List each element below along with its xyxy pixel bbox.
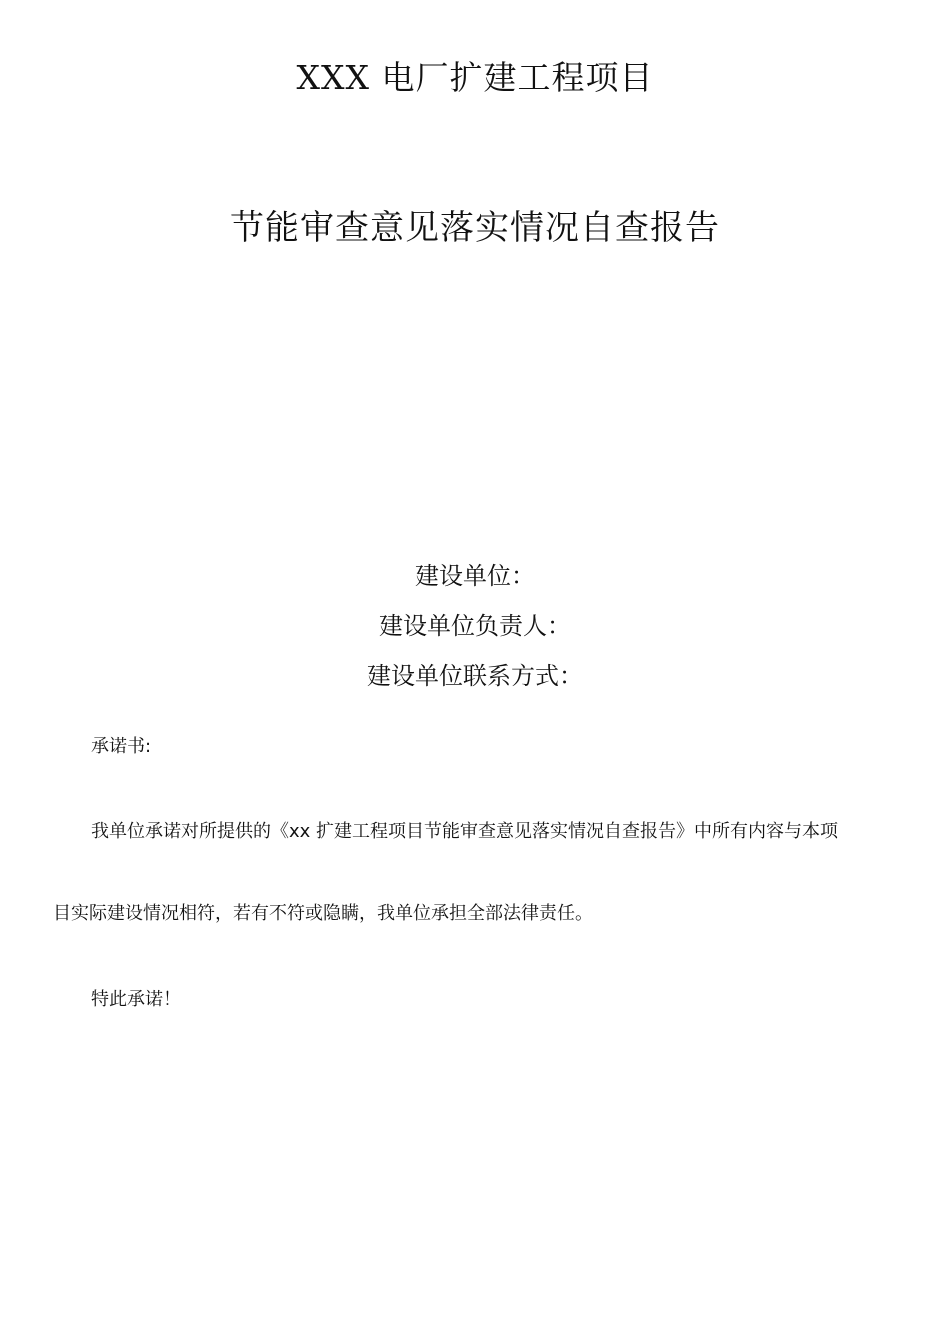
document-subtitle: 节能审查意见落实情况自查报告 [230, 208, 720, 248]
construction-unit-label: 建设单位： [415, 562, 535, 590]
pledge-text-line-1: 我单位承诺对所提供的《xx 扩建工程项目节能审查意见落实情况自查报告》中所有内容与本项 [91, 821, 839, 842]
pledge-closing: 特此承诺！ [91, 989, 181, 1010]
unit-contact-label: 建设单位联系方式： [367, 662, 583, 690]
document-title: XXX 电厂扩建工程项目 [296, 58, 654, 97]
pledge-heading: 承诺书: [91, 736, 152, 757]
pledge-text-line-2: 目实际建设情况相符，若有不符或隐瞒，我单位承担全部法律责任。 [53, 903, 593, 924]
unit-owner-label: 建设单位负责人： [379, 612, 571, 640]
